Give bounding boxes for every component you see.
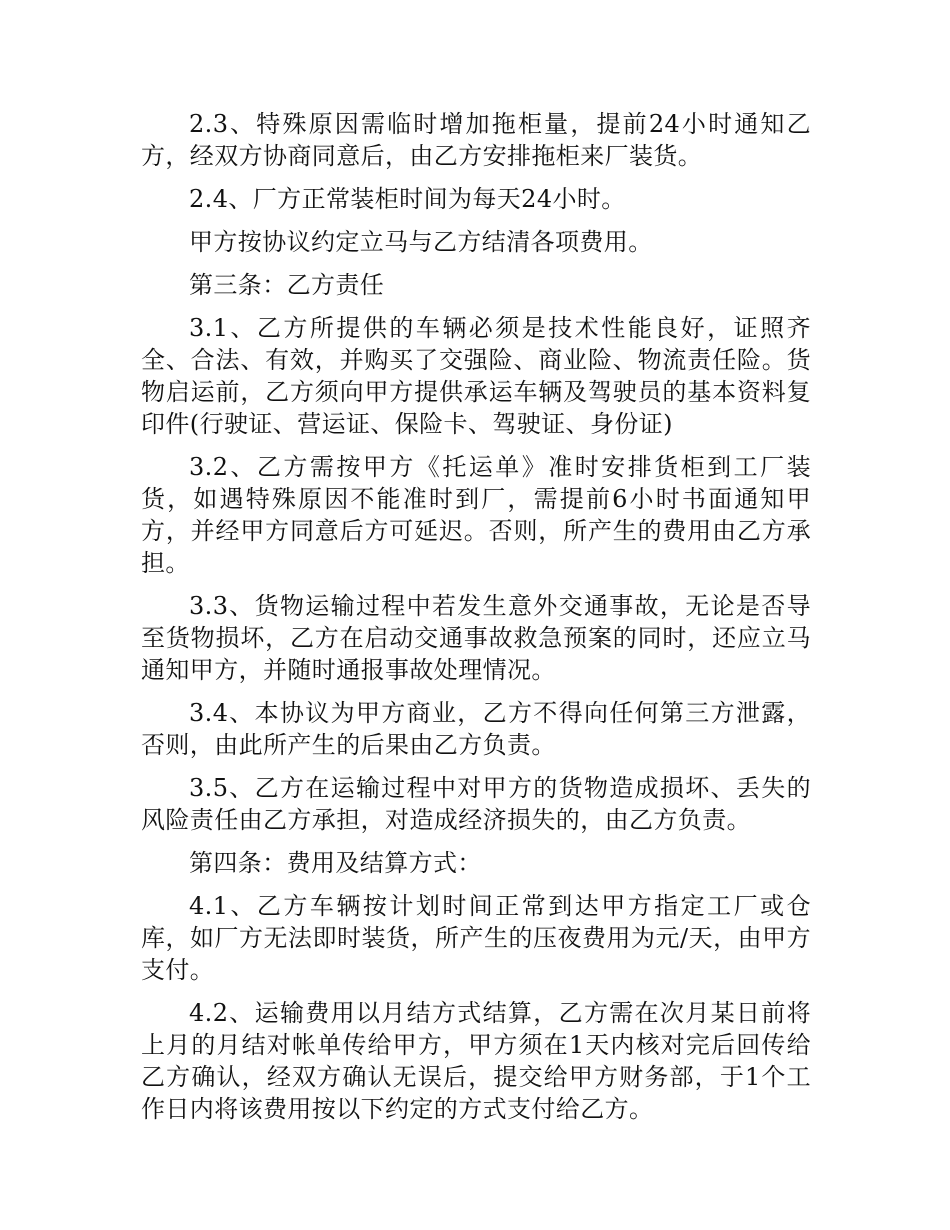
document-page — [141, 108, 811, 1136]
clause-4-1: 4.1、乙方车辆按计划时间正常到达甲方指定工厂或仓库，如厂方无法即时装货，所产生的压夜费用为元/天，由甲方支付。 — [141, 892, 811, 984]
clause-2-4: 2.4、厂方正常装柜时间为每天24小时。 — [189, 185, 626, 213]
article-3-heading: 第三条：乙方责任 — [189, 271, 385, 299]
article-4-heading: 第四条：费用及结算方式： — [189, 849, 482, 877]
clause-3-5: 3.5、乙方在运输过程中对甲方的货物造成损坏、丢失的风险责任由乙方承担，对造成经济损失的，由乙方负责。 — [141, 774, 811, 834]
clause-3-2: 3.2、乙方需按甲方《托运单》准时安排货柜到工厂装货，如遇特殊原因不能准时到厂，需提前6小时书面通知甲方，并经甲方同意后方可延迟。否则，所产生的费用由乙方承担。 — [141, 453, 811, 577]
settlement-note: 甲方按协议约定立马与乙方结清各项费用。 — [189, 228, 653, 256]
clause-4-2: 4.2、运输费用以月结方式结算，乙方需在次月某日前将上月的月结对帐单传给甲方，甲方须在1天内核对完后回传给乙方确认，经双方确认无误后，提交给甲方财务部，于1个工作日内将该费用按以下约定的方式支付给乙方。 — [141, 999, 811, 1123]
clause-2-3: 2.3、特殊原因需临时增加拖柜量，提前24小时通知乙方，经双方协商同意后，由乙方安排拖柜来厂装货。 — [141, 110, 811, 170]
clause-3-3: 3.3、货物运输过程中若发生意外交通事故，无论是否导至货物损坏，乙方在启动交通事故救急预案的同时，还应立马通知甲方，并随时通报事故处理情况。 — [141, 592, 811, 684]
clause-3-1: 3.1、乙方所提供的车辆必须是技术性能良好，证照齐全、合法、有效，并购买了交强险、商业险、物流责任险。货物启运前，乙方须向甲方提供承运车辆及驾驶员的基本资料复印件(行驶证、营运证、保险卡、驾驶证、身份证) — [141, 314, 811, 438]
clause-3-4: 3.4、本协议为甲方商业，乙方不得向任何第三方泄露，否则，由此所产生的后果由乙方负责。 — [141, 699, 811, 759]
